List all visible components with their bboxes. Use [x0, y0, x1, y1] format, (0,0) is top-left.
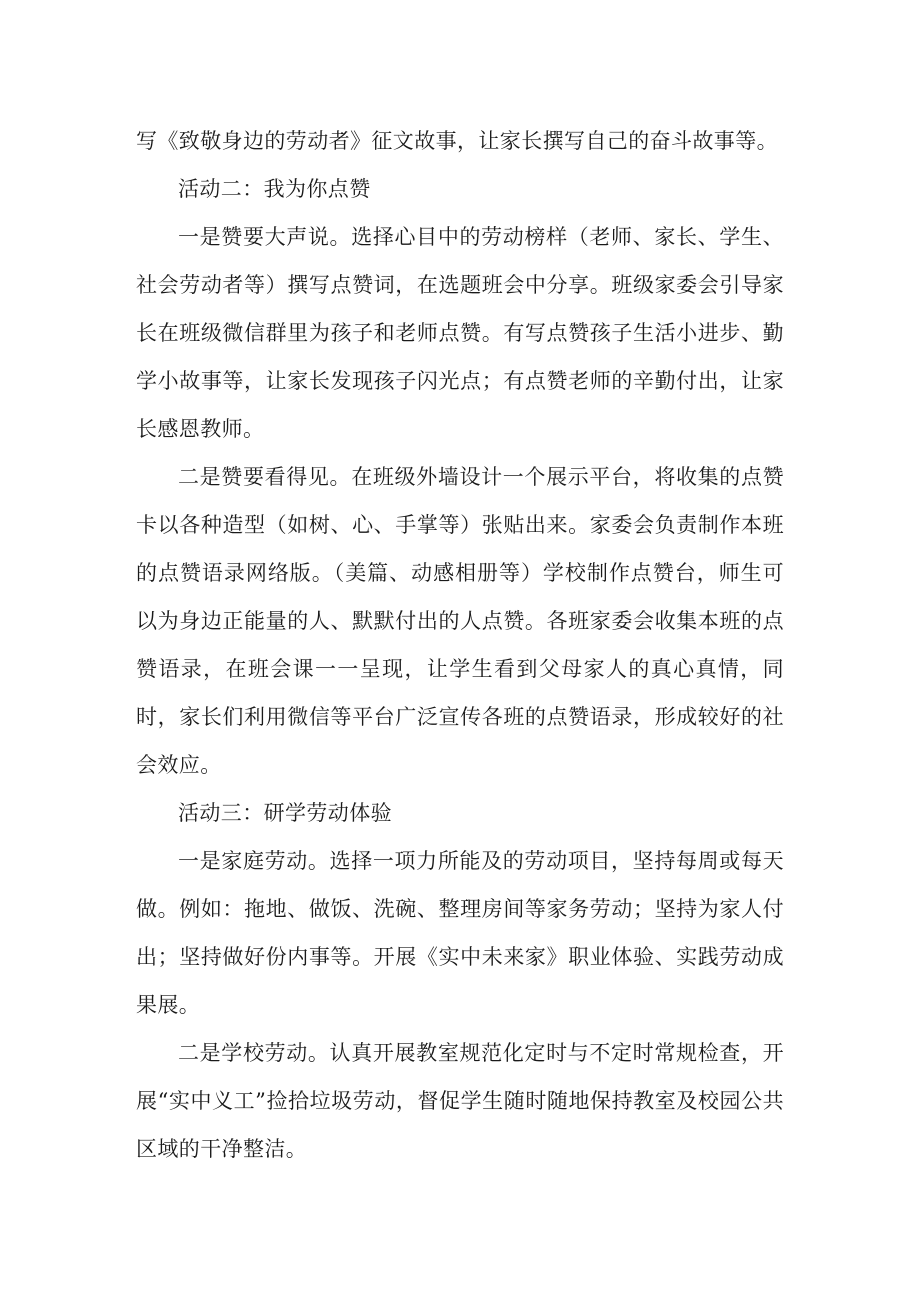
paragraph-school-labor: 二是学校劳动。认真开展教室规范化定时与不定时常规检查，开展“实中义工”捡拾垃圾劳动，督促学生随时随地保持教室及校园公共区域的干净整洁。 [136, 1041, 784, 1161]
heading-activity-three: 活动三：研学劳动体验 [178, 801, 392, 825]
heading-activity-two: 活动二：我为你点赞 [178, 177, 371, 201]
paragraph-praise-visible: 二是赞要看得见。在班级外墙设计一个展示平台，将收集的点赞卡以各种造型（如树、心、手掌等）张贴出来。家委会负责制作本班的点赞语录网络版。（美篇、动感相册等）学校制作点赞台，师生可以为身边正能量的人、默默付出的人点赞。各班家委会收集本班的点赞语录，在班会课一一呈现，让学生看到父母家人的真心真情，同时，家长们利用微信等平台广泛宣传各班的点赞语录，形成较好的社会效应。 [136, 465, 784, 777]
paragraph-praise-aloud: 一是赞要大声说。选择心目中的劳动榜样（老师、家长、学生、社会劳动者等）撰写点赞词，在选题班会中分享。班级家委会引导家长在班级微信群里为孩子和老师点赞。有写点赞孩子生活小进步、勤学小故事等，让家长发现孩子闪光点；有点赞老师的辛勤付出，让家长感恩教师。 [136, 225, 784, 441]
paragraph-home-labor: 一是家庭劳动。选择一项力所能及的劳动项目，坚持每周或每天做。例如：拖地、做饭、洗碗、整理房间等家务劳动；坚持为家人付出；坚持做好份内事等。开展《实中未来家》职业体验、实践劳动成果展。 [136, 849, 784, 1017]
document-body [136, 117, 784, 1173]
paragraph-continuation: 写《致敬身边的劳动者》征文故事，让家长撰写自己的奋斗故事等。 [136, 129, 778, 153]
